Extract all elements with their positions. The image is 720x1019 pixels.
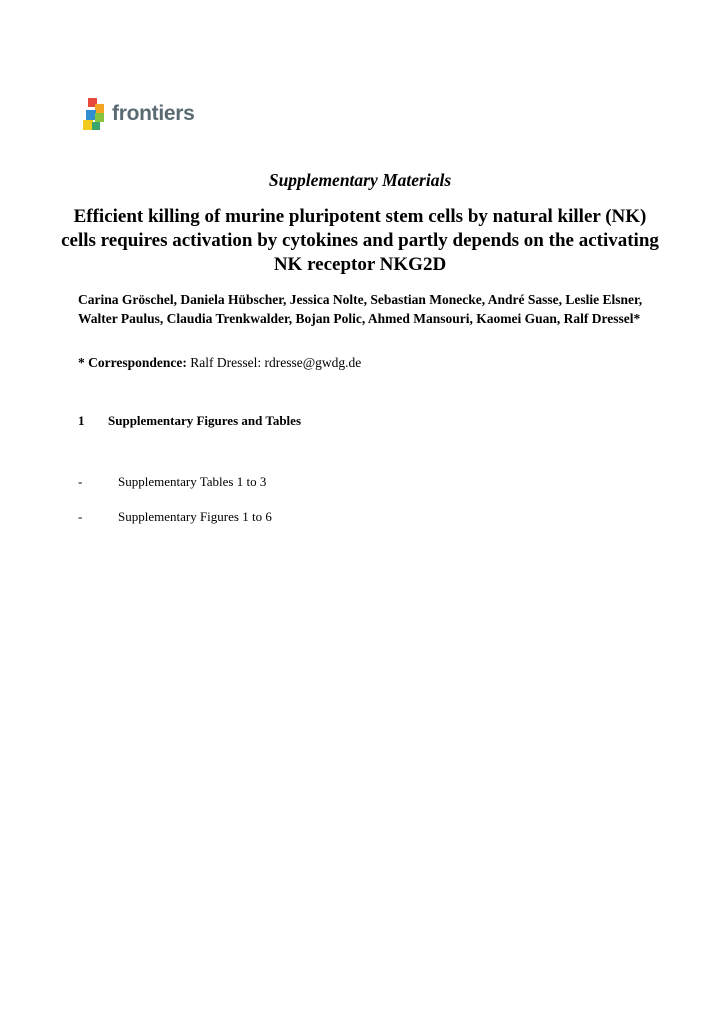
correspondence bbox=[78, 355, 361, 371]
list-bullet: - bbox=[78, 509, 83, 524]
list-item-text: Supplementary Tables 1 to 3 bbox=[118, 474, 267, 489]
list-item bbox=[78, 509, 272, 525]
correspondence-value: Ralf Dressel: rdresse@gwdg.de bbox=[190, 355, 362, 370]
correspondence-label: * Correspondence: bbox=[78, 355, 187, 370]
list-item bbox=[78, 474, 266, 490]
document-title: Efficient killing of murine pluripotent stem cells by natural killer (NK) cells requires activation by cytokines and partly depends on the activating NK receptor NKG2D bbox=[61, 206, 659, 275]
section-title: Supplementary Figures and Tables bbox=[108, 413, 302, 428]
section-number: 1 bbox=[78, 413, 85, 428]
list-bullet: - bbox=[78, 474, 83, 489]
document-subtitle: Supplementary Materials bbox=[268, 170, 452, 190]
frontiers-logo bbox=[82, 98, 202, 134]
section-heading bbox=[78, 413, 301, 429]
list-item-text: Supplementary Figures 1 to 6 bbox=[118, 509, 272, 524]
logo-text: frontiers bbox=[112, 102, 195, 125]
author-list: Carina Gröschel, Daniela Hübscher, Jessica Nolte, Sebastian Monecke, André Sasse, Leslie Elsner, Walter Paulus, Claudia Trenkwalder, Bojan Polic, Ahmed Mansouri, Kaomei Guan, Ralf Dressel* bbox=[78, 292, 643, 326]
frontiers-cubes-icon bbox=[82, 98, 112, 134]
